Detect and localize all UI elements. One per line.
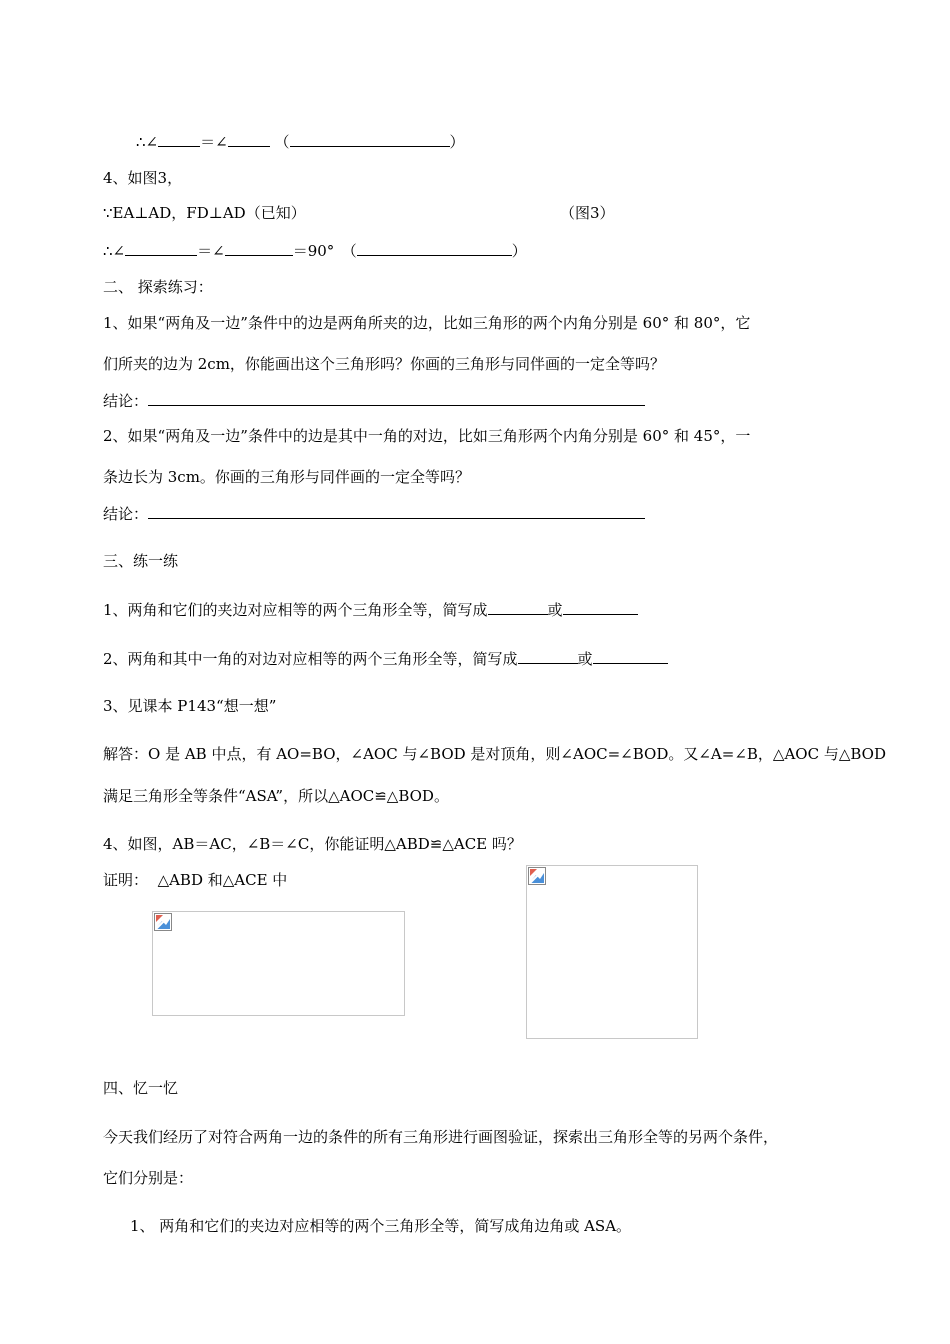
conclusion-blank[interactable] — [148, 390, 645, 406]
answer-line1: 解答：O 是 AB 中点，有 AO=BO，∠AOC 与∠BOD 是对顶角，则∠AOC=∠BOD。又∠A=∠B，△AOC 与△BOD — [103, 745, 886, 763]
explore-q2-conclusion: 结论： — [103, 503, 645, 524]
broken-image-icon — [154, 913, 172, 931]
section-3-title: 三、练一练 — [103, 552, 179, 570]
given-line: ∵EA⊥AD，FD⊥AD（已知） — [103, 204, 306, 222]
reason-line-2: ∴∠ ＝∠ ＝90° （ ） — [103, 242, 527, 260]
blank[interactable] — [158, 131, 200, 147]
blank[interactable] — [357, 240, 512, 256]
conclusion-blank[interactable] — [148, 503, 645, 519]
summary-item1: 1、 两角和它们的夹边对应相等的两个三角形全等，简写成角边角或 ASA。 — [130, 1217, 632, 1235]
summary-line2: 它们分别是： — [103, 1169, 194, 1187]
blank[interactable] — [290, 131, 450, 147]
figure-3-label: （图3） — [560, 204, 615, 222]
blank[interactable] — [593, 648, 668, 664]
figure-image-left — [152, 911, 405, 1016]
explore-q1-line2: 们所夹的边为 2cm，你能画出这个三角形吗？你画的三角形与同伴画的一定全等吗？ — [103, 355, 665, 373]
blank[interactable] — [228, 131, 270, 147]
summary-line1: 今天我们经历了对符合两角一边的条件的所有三角形进行画图验证，探索出三角形全等的另两个条件， — [103, 1128, 779, 1146]
blank[interactable] — [125, 240, 197, 256]
broken-image-icon — [528, 867, 546, 885]
answer-line2: 满足三角形全等条件“ASA”，所以△AOC≌△BOD。 — [103, 787, 449, 805]
proof-line: 证明： △ABD 和△ACE 中 — [103, 871, 288, 889]
practice-3: 3、见课本 P143“想一想” — [103, 697, 277, 715]
blank[interactable] — [225, 240, 293, 256]
explore-q2-line1: 2、如果“两角及一边”条件中的边是其中一角的对边，比如三角形两个内角分别是 60° 和 45°，一 — [103, 427, 751, 445]
practice-1: 1、两角和它们的夹边对应相等的两个三角形全等，简写成 或 — [103, 599, 638, 620]
section-2-title: 二、 探索练习： — [103, 278, 213, 296]
reason-line-1: ∴∠ ＝∠ （ ） — [136, 133, 465, 151]
blank[interactable] — [563, 599, 638, 615]
explore-q1-line1: 1、如果“两角及一边”条件中的边是两角所夹的边，比如三角形的两个内角分别是 60° 和 80°，它 — [103, 314, 751, 332]
section-4-title: 四、忆一忆 — [103, 1079, 179, 1097]
figure-image-right — [526, 865, 698, 1039]
question-4-title: 4、如图3， — [103, 169, 183, 187]
explore-q2-line2: 条边长为 3cm。你画的三角形与同伴画的一定全等吗？ — [103, 468, 470, 486]
blank[interactable] — [488, 599, 548, 615]
explore-q1-conclusion: 结论： — [103, 390, 645, 411]
blank[interactable] — [518, 648, 578, 664]
practice-2: 2、两角和其中一角的对边对应相等的两个三角形全等，简写成 或 — [103, 648, 668, 669]
practice-4: 4、如图，AB＝AC，∠B＝∠C，你能证明△ABD≌△ACE 吗？ — [103, 835, 522, 853]
